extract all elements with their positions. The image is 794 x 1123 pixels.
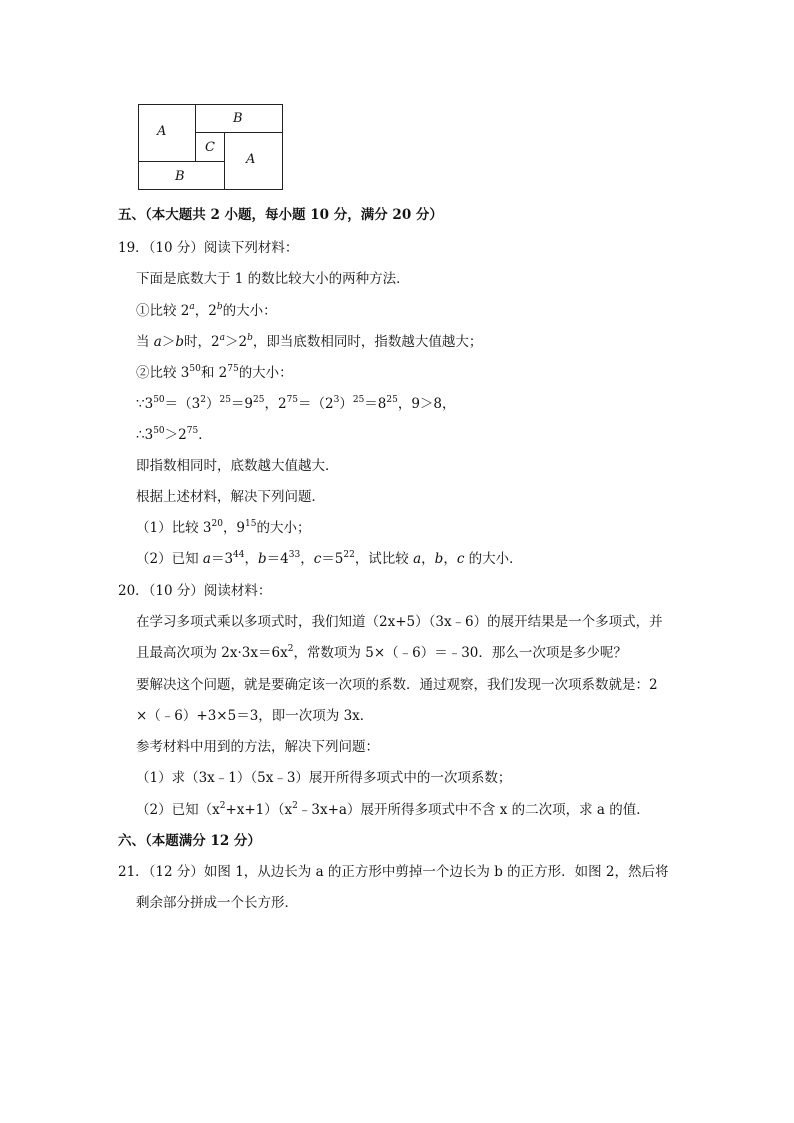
q20-line2: 且最高次项为 $2x\cdot 3x=6x^2$，常数项为 5×（﹣6）＝﹣30．那么一次项是多少呢？ bbox=[136, 644, 627, 661]
q20-line1: 在学习多项式乘以多项式时，我们知道（2x+5）（3x﹣6）的展开结果是一个多项式，并 bbox=[136, 614, 663, 630]
region-c bbox=[195, 132, 225, 162]
q20-line3: 要解决这个问题，就是要确定该一次项的系数．通过观察，我们发现一次项系数就是：2 bbox=[136, 677, 658, 693]
label-a-left: A bbox=[157, 124, 167, 139]
region-a-right bbox=[224, 132, 283, 190]
q19-conclusion: 即指数相同时，底数越大值越大． bbox=[136, 458, 339, 474]
q20-line5: 参考材料中用到的方法，解决下列问题： bbox=[136, 739, 379, 755]
q19-method2-title: ②比较 $3^{50}$和 $2^{75}$的大小： bbox=[136, 364, 293, 381]
rectangle-figure bbox=[138, 104, 283, 190]
q19-intro: 下面是底数大于 1 的数比较大小的两种方法． bbox=[136, 271, 410, 287]
label-b-bottom: B bbox=[175, 169, 185, 184]
region-b-bottom bbox=[138, 161, 225, 190]
q20-number: 20．（10 分）阅读材料： bbox=[118, 583, 272, 599]
section-5-heading: 五、（本大题共 2 小题，每小题 10 分，满分 20 分） bbox=[118, 207, 443, 223]
q21-line1: 21．（12 分）如图 1，从边长为 a 的正方形中剪掉一个边长为 b 的正方形．如图 2，然后将 bbox=[118, 864, 669, 880]
label-b-top: B bbox=[233, 111, 243, 126]
q20-line4: ×（﹣6）+3×5＝3，即一次项为 3x． bbox=[136, 708, 374, 724]
region-b-top bbox=[195, 104, 283, 133]
q19-part2: （2）已知 $a=3^{44}$，$b=4^{33}$，$c=5^{22}$，试比较 a，b，c 的大小． bbox=[136, 550, 523, 567]
q19-method1-title: ①比较 2$^a$，2$^b$的大小： bbox=[136, 302, 277, 319]
label-a-right: A bbox=[246, 152, 256, 167]
q19-method2-line2: $\therefore 3^{50}>2^{75}$． bbox=[136, 426, 212, 443]
q19-method1-body: 当 a＞b时，$2^a>2^b$，即当底数相同时，指数越大值越大； bbox=[136, 333, 483, 350]
q19-method2-line1: $\because 3^{50}=(3^2)^{25}=9^{25}$，$2^{75}=(2^3)^{25}=8^{25}$，9＞8， bbox=[136, 395, 456, 412]
q19-task: 根据上述材料，解决下列问题． bbox=[136, 489, 325, 505]
section-6-heading: 六、（本题满分 12 分） bbox=[118, 833, 261, 849]
q19-number: 19．（10 分）阅读下列材料： bbox=[118, 240, 299, 256]
region-a-left bbox=[138, 104, 196, 162]
q20-part2: （2）已知$(x^2+x+1)(x^2﹣3x+a)$展开所得多项式中不含 x 的二次项，求 a 的值． bbox=[136, 801, 650, 818]
q19-part1: （1）比较 $3^{20}$，$9^{15}$的大小； bbox=[136, 519, 311, 536]
label-c: C bbox=[205, 140, 215, 155]
q21-line2: 剩余部分拼成一个长方形． bbox=[136, 895, 298, 911]
q20-part1: （1）求（3x﹣1）（5x﹣3）展开所得多项式中的一次项系数； bbox=[136, 770, 512, 786]
